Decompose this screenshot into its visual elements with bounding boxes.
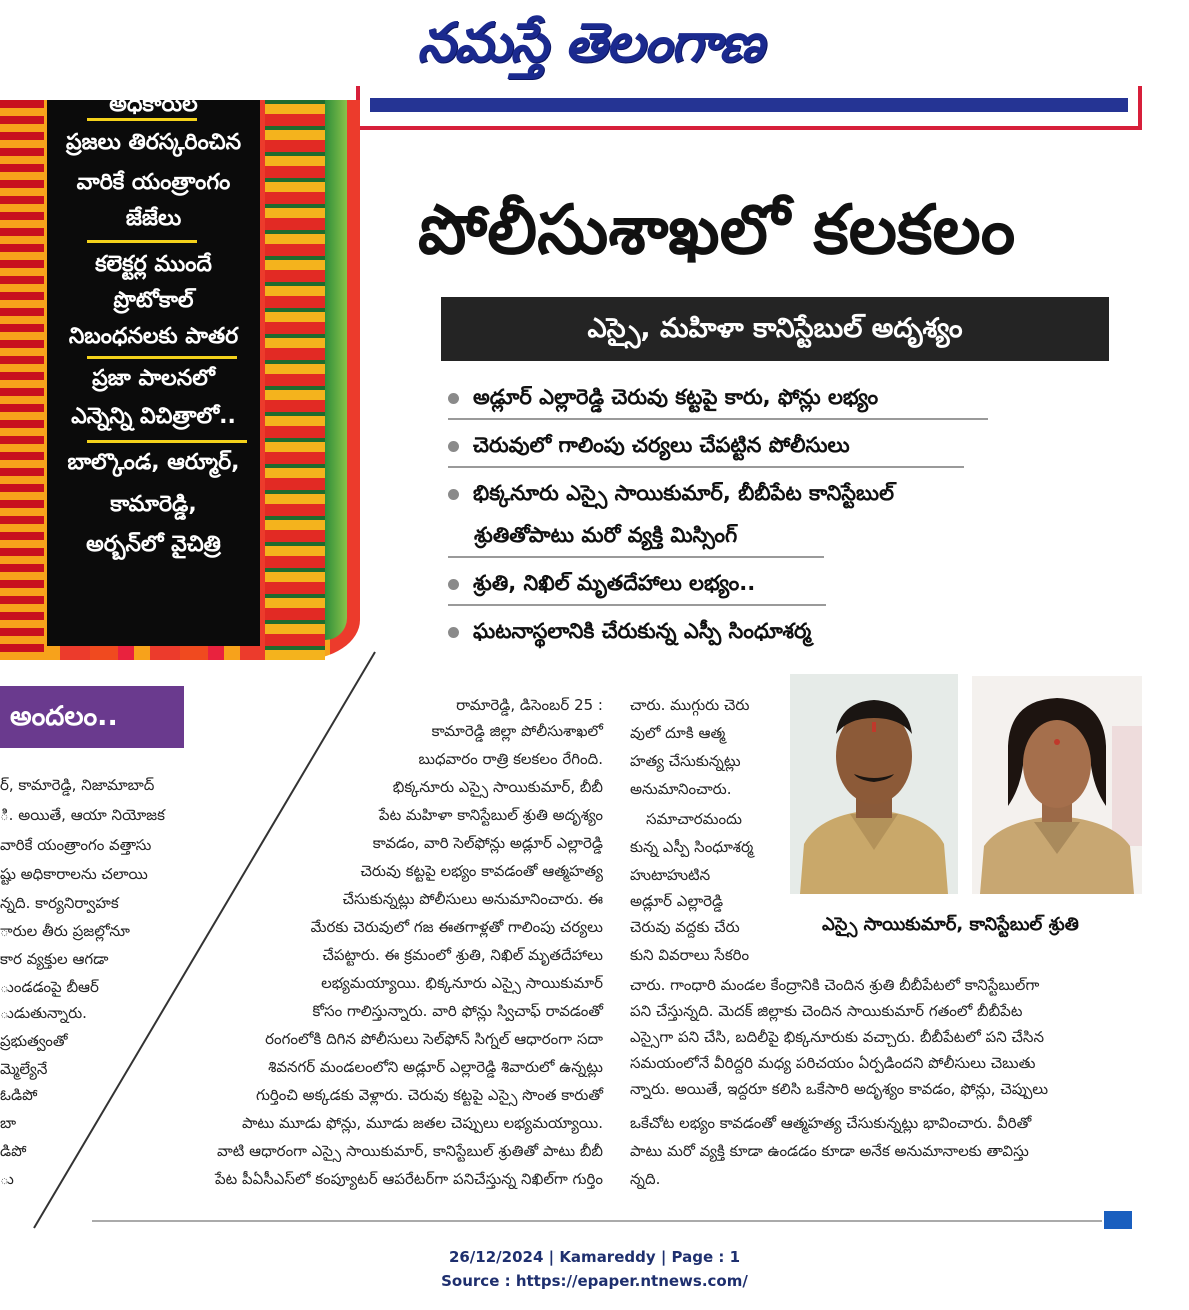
article-line: కావడం, వారి సెల్‌ఫోన్లు అడ్లూర్ ఎల్లారెడ్డి (372, 834, 603, 852)
sidebar-line: నిబంధనలకు పాతర (68, 324, 239, 349)
left-article-line: న్నది. కార్యనిర్వాహక (0, 894, 119, 912)
section-tag: అందలం.. (0, 686, 184, 748)
article-line: చెరువు వద్దకు చేరు (630, 918, 740, 936)
photo-caption: ఎస్సై సాయికుమార్, కానిస్టేబుల్ శ్రుతి (822, 914, 1079, 935)
left-article-line: ష్టు అధికారాలను చలాయి (0, 865, 148, 883)
article-line: చారు. గాంధారి మండల కేంద్రానికి చెందిన శ్రుతి బీబీపేటలో కానిస్టేబుల్‌గా (630, 976, 1040, 994)
bullet-divider (448, 466, 964, 468)
article-line: పేట మహిళా కానిస్టేబుల్ శ్రుతి అదృశ్యం (378, 806, 603, 824)
bullet-text: అడ్లూర్ ఎల్లారెడ్డి చెరువు కట్టపై కారు, ఫోన్లు లభ్యం (473, 385, 879, 409)
sidebar-line: కామారెడ్డి, (110, 492, 197, 517)
bottom-rule (92, 1220, 1102, 1222)
left-article-line: కార వ్యక్తుల ఆగడా (0, 950, 109, 968)
sidebar-line: అధికారుల (109, 92, 198, 117)
left-article-line: వారికే యంత్రాంగం వత్తాసు (0, 836, 152, 854)
photo-saikumar (790, 674, 958, 894)
bullet-icon (448, 441, 459, 452)
bullet-item (448, 478, 894, 508)
subheadline: ఎస్సై, మహిళా కానిస్టేబుల్ అదృశ్యం (441, 297, 1109, 361)
bullet-text: ఘటనాస్థలానికి చేరుకున్న ఎస్పీ సింధూశర్మ (473, 619, 812, 643)
left-article-line: ప్రభుత్వంతో (0, 1032, 68, 1050)
article-line: హత్య చేసుకున్నట్లు (630, 752, 741, 770)
sidebar-line: ప్రొటోకాల్ (113, 288, 194, 313)
bullet-text: శ్రుతి, నిఖిల్ మృతదేహాలు లభ్యం.. (473, 571, 756, 595)
article-line: న్నది. (630, 1170, 661, 1188)
article-line: వాటి ఆధారంగా ఎస్సై సాయికుమార్, కానిస్టేబుల్ శ్రుతితో పాటు బీబీ (217, 1142, 603, 1160)
sidebar-line: కలెక్టర్ల ముందే (95, 252, 212, 277)
article-line: పాటు మూడు ఫోన్లు, మూడు జతల చెప్పులు లభ్యమయ్యాయి. (241, 1114, 603, 1132)
bullet-text: భిక్కనూరు ఎస్సై సాయికుమార్, బీబీపేట కానిస్టేబుల్ (473, 481, 894, 505)
left-article-line: ి. అయితే, ఆయా నియోజక (0, 806, 165, 824)
sidebar-line: బాల్కొండ, ఆర్మూర్, (67, 450, 240, 475)
page-end-marker (1104, 1211, 1132, 1229)
left-article-line: ుడుతున్నారు. (0, 1004, 87, 1022)
bullet-item (448, 616, 811, 646)
left-article-line: మ్మెల్యేనే (0, 1060, 48, 1078)
bullet-icon (448, 579, 459, 590)
article-line: చేసుకున్నట్లు పోలీసులు అనుమానించారు. ఈ (342, 890, 603, 908)
article-line: న్నారు. అయితే, ఇద్దరూ కలిసి ఒకేసారి అదృశ్యం కావడం, ఫోన్లు, చెప్పులు (630, 1080, 1049, 1098)
article-line: మేరకు చెరువులో గజ ఈతగాళ్లతో గాలింపు చర్యలు (310, 918, 603, 936)
article-line: కుని వివరాలు సేకరిం (630, 946, 750, 964)
bullet-item (448, 430, 850, 460)
article-line: అడ్లూర్ ఎల్లారెడ్డి (630, 892, 724, 910)
article-line: వులో దూకి ఆత్మ (630, 724, 726, 742)
article-line: ఒకేచోట లభ్యం కావడంతో ఆత్మహత్య చేసుకున్నట్లు భావించారు. వీరితో (630, 1114, 1032, 1132)
article-line: చేపట్టారు. ఈ క్రమంలో శ్రుతి, నిఖిల్ మృతదేహాలు (322, 946, 603, 964)
article-line: హుటాహుటిన (630, 866, 711, 884)
sidebar-line: జేజేలు (125, 206, 182, 231)
article-line: పాటు మరో వ్యక్తి కూడా ఉండడం కూడా అనేక అనుమానాలకు తావిస్తు (630, 1142, 1029, 1160)
bullet-item (448, 568, 755, 598)
article-line: చారు. ముగ్గురు చెరు (630, 696, 750, 714)
left-article-line: డిపో (0, 1142, 27, 1160)
bullet-text: చెరువులో గాలింపు చర్యలు చేపట్టిన పోలీసులు (473, 433, 850, 457)
article-line: పేట పీఏసీఎస్‌లో కంప్యూటర్ ఆపరేటర్‌గా పనిచేస్తున్న నిఖిల్‌గా గుర్తిం (214, 1170, 603, 1188)
article-line: సమాచారమందు (646, 810, 742, 828)
bullet-item-continued: శ్రుతితోపాటు మరో వ్యక్తి మిస్సింగ్ (474, 523, 738, 547)
footer-date-edition: 26/12/2024 | Kamareddy | Page : 1 (448, 1248, 741, 1266)
footer-source-link[interactable]: Source : https://epaper.ntnews.com/ (441, 1272, 748, 1290)
bullet-item (448, 382, 878, 412)
article-line: లభ్యమయ్యాయి. భిక్కనూరు ఎస్సై సాయికుమార్ (321, 974, 603, 992)
sidebar-line: వారికే యంత్రాంగం (76, 170, 231, 195)
article-line: పని చేస్తున్నది. మెదక్ జిల్లాకు చెందిన సాయికుమార్ గతంలో బీబీపేట (630, 1002, 1023, 1020)
left-article-line: ర్, కామారెడ్డి, నిజామాబాద్ (0, 776, 155, 794)
bullet-icon (448, 393, 459, 404)
left-article-line: ుండడంపై బీఆర్ (0, 978, 99, 996)
sidebar-line: ఎన్నెన్ని విచిత్రాలో.. (71, 404, 236, 429)
sidebar-line: అర్బన్‌లో వైచిత్రి (86, 532, 221, 557)
article-line: కామారెడ్డి జిల్లా పోలీసుశాఖలో (431, 722, 603, 740)
article-line: కోసం గాలిస్తున్నారు. వారి ఫోన్లు స్విచాఫ్ రావడంతో (312, 1002, 603, 1020)
left-article-line: ారుల తీరు ప్రజల్లోనూ (0, 922, 130, 940)
bullet-icon (448, 489, 459, 500)
headline: పోలీసుశాఖలో కలకలం (418, 191, 1016, 270)
article-line: భిక్కనూరు ఎస్సై సాయికుమార్, బీబీ (392, 778, 603, 796)
left-article-line: బా (0, 1114, 17, 1132)
left-article-line: ఓడిపో (0, 1086, 38, 1104)
sidebar-line: ప్రజలు తిరస్కరించిన (65, 130, 242, 155)
bullet-divider (448, 604, 826, 606)
bullet-divider (448, 418, 988, 420)
photo-sruthi (972, 676, 1142, 894)
left-article-line: ు (0, 1170, 14, 1188)
article-line: బుధవారం రాత్రి కలకలం రేగింది. (418, 750, 603, 768)
article-line: సమయంలోనే వీరిద్దరి మధ్య పరిచయం ఏర్పడిందని పోలీసులు చెబుతు (630, 1054, 1036, 1072)
article-line: గుర్తించి అక్కడకు వెళ్లారు. చెరువు కట్టపై ఎస్సై సొంత కారుతో (255, 1086, 603, 1104)
article-line: కున్న ఎస్పీ సింధూశర్మ (630, 838, 754, 856)
bullet-icon (448, 627, 459, 638)
article-line: శివనగర్ మండలంలోని అడ్లూర్ ఎల్లారెడ్డి శివారులో ఉన్నట్లు (268, 1058, 603, 1076)
article-line: అనుమానించారు. (630, 780, 732, 798)
article-line: రామారెడ్డి, డిసెంబర్ 25 : (456, 696, 603, 714)
article-line: ఎస్సైగా పని చేసి, బదిలీపై భిక్కనూరుకు వచ్చారు. బీబీపేటలో పని చేసిన (630, 1028, 1044, 1046)
bullet-divider (448, 556, 824, 558)
masthead-title: నమస్తే తెలంగాణ (417, 11, 763, 74)
article-line: రంగంలోకి దిగిన పోలీసులు సెల్‌ఫోన్ సిగ్నల్ ఆధారంగా సదా (265, 1030, 603, 1048)
sidebar-line: ప్రజా పాలనలో (92, 366, 215, 391)
article-line: చెరువు కట్టపై లభ్యం కావడంతో ఆత్మహత్య (360, 862, 603, 880)
